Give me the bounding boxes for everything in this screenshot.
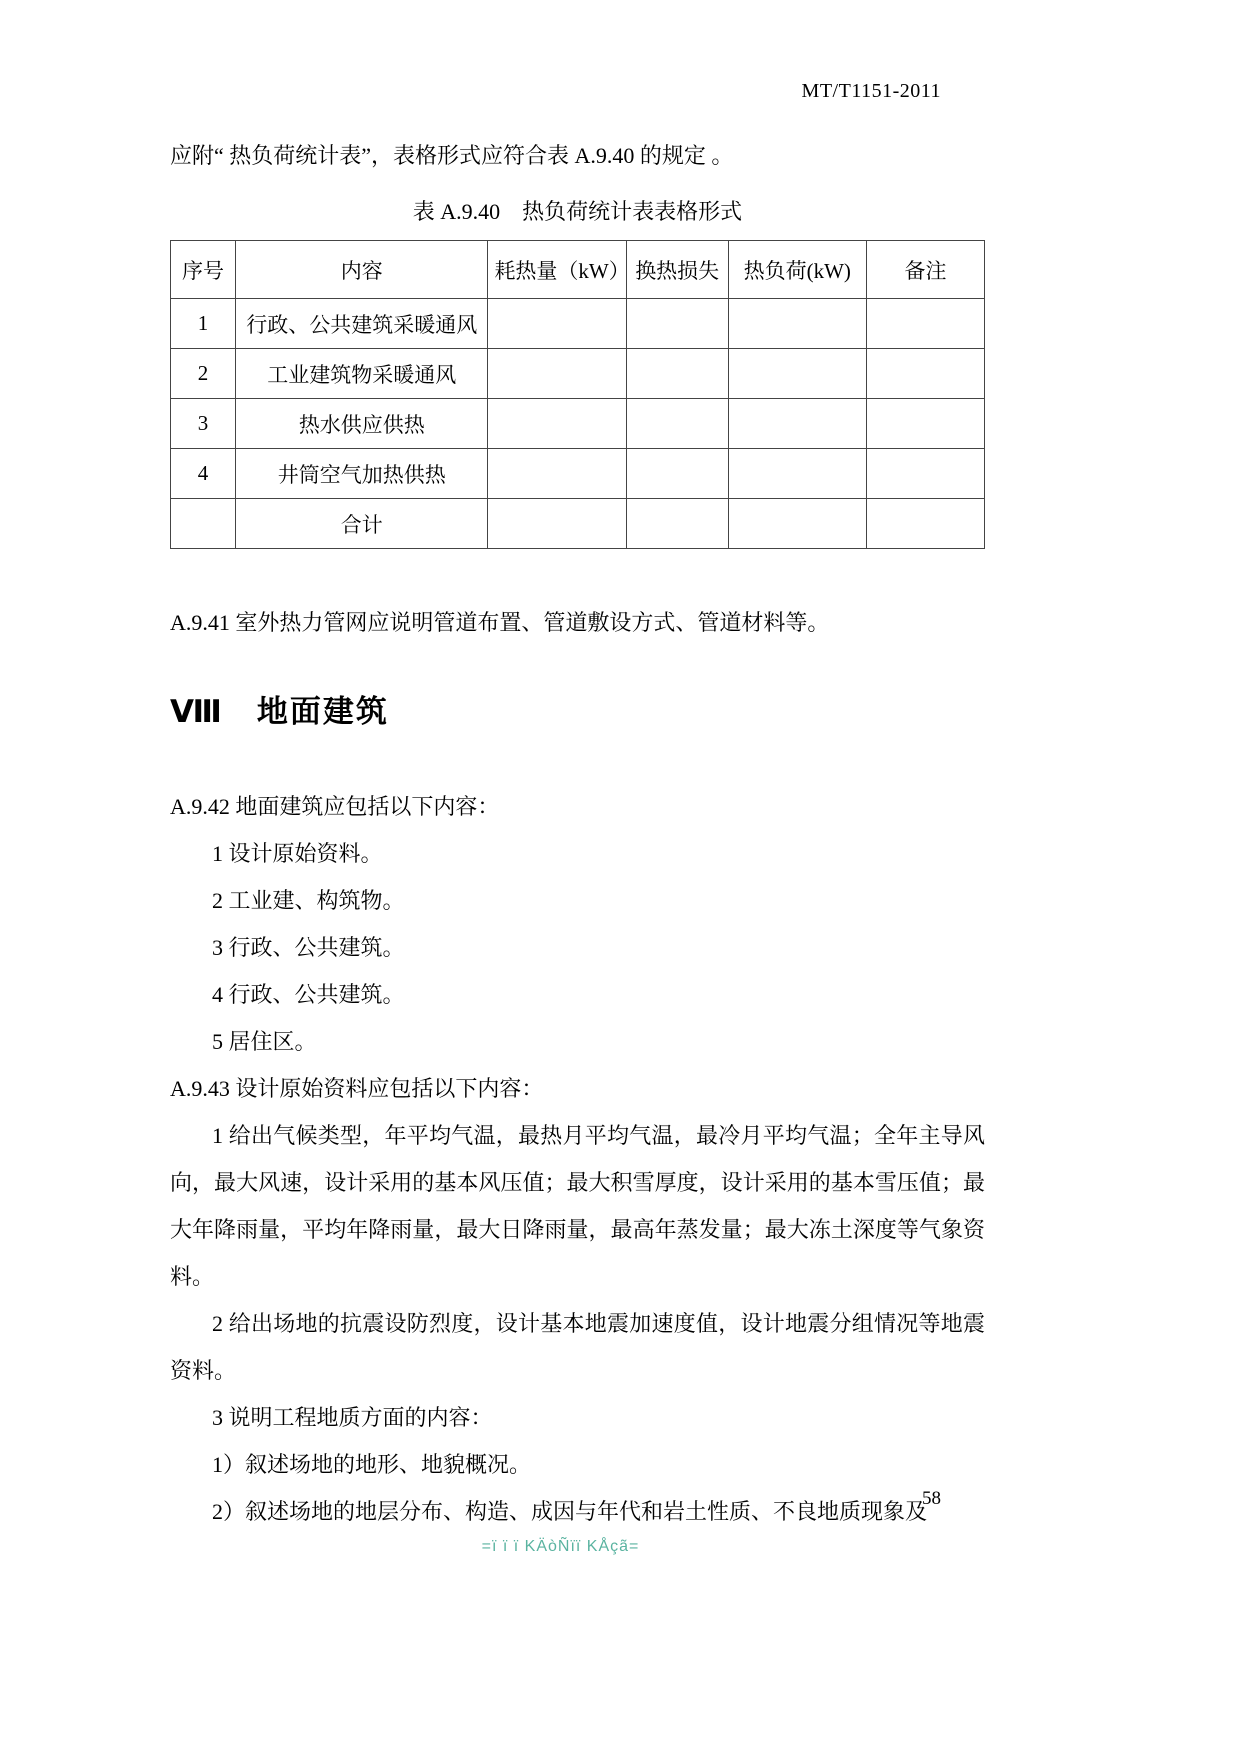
table-cell xyxy=(866,349,984,399)
table-row xyxy=(171,499,985,549)
table-cell xyxy=(626,349,728,399)
table-caption: 表 A.9.40 热负荷统计表表格形式 xyxy=(412,199,743,224)
table-cell xyxy=(728,349,866,399)
table-cell: 合计 xyxy=(236,499,488,549)
table-row xyxy=(171,349,985,399)
table-row xyxy=(171,399,985,449)
list-item: 4 行政、公共建筑。 xyxy=(212,982,405,1007)
table-cell xyxy=(626,399,728,449)
table-cell: 3 xyxy=(171,399,236,449)
table-cell xyxy=(171,499,236,549)
body-paragraph: 2 给出场地的抗震设防烈度，设计基本地震加速度值，设计地震分组情况等地震资料。 xyxy=(170,1311,985,1383)
table-cell xyxy=(728,449,866,499)
column-header: 换热损失 xyxy=(626,241,728,299)
table-cell xyxy=(488,399,626,449)
list-item: 2 工业建、构筑物。 xyxy=(212,888,405,913)
section-heading: Ⅷ 地面建筑 xyxy=(170,694,389,729)
table-cell xyxy=(866,299,984,349)
column-header: 热负荷(kW) xyxy=(728,241,866,299)
heat-load-table xyxy=(170,240,985,549)
watermark: =ï ï ï KÄòÑïï KÅçã= xyxy=(481,1538,640,1555)
table-row xyxy=(171,449,985,499)
document-header xyxy=(170,80,985,103)
table-cell: 热水供应供热 xyxy=(236,399,488,449)
table-header-row xyxy=(171,241,985,299)
table-cell: 工业建筑物采暖通风 xyxy=(236,349,488,399)
table-cell xyxy=(488,449,626,499)
column-header: 内容 xyxy=(236,241,488,299)
paragraph-a941: A.9.41 室外热力管网应说明管道布置、管道敷设方式、管道材料等。 xyxy=(170,610,830,635)
table-cell xyxy=(626,499,728,549)
table-cell xyxy=(488,349,626,399)
intro-paragraph: 应附“ 热负荷统计表”，表格形式应符合表 A.9.40 的规定 。 xyxy=(170,143,734,168)
table-cell xyxy=(728,299,866,349)
table-cell xyxy=(866,449,984,499)
table-cell xyxy=(866,499,984,549)
list-item: 5 居住区。 xyxy=(212,1029,317,1054)
list-item: 1 设计原始资料。 xyxy=(212,841,383,866)
paragraph-a942: A.9.42 地面建筑应包括以下内容： xyxy=(170,794,500,819)
table-cell xyxy=(626,449,728,499)
body-paragraph: 1）叙述场地的地形、地貌概况。 xyxy=(212,1452,532,1477)
table-cell xyxy=(626,299,728,349)
table-cell xyxy=(488,299,626,349)
table-cell: 行政、公共建筑采暖通风 xyxy=(236,299,488,349)
table-row xyxy=(171,299,985,349)
body-paragraph: 3 说明工程地质方面的内容： xyxy=(212,1405,493,1430)
list-item: 3 行政、公共建筑。 xyxy=(212,935,405,960)
doc-number: MT/T1151-2011 xyxy=(801,80,941,102)
table-cell: 2 xyxy=(171,349,236,399)
table-cell: 井筒空气加热供热 xyxy=(236,449,488,499)
column-header: 耗热量（kW） xyxy=(488,241,626,299)
page-number: 58 xyxy=(922,1488,941,1509)
table-cell: 4 xyxy=(171,449,236,499)
table-cell xyxy=(866,399,984,449)
table-cell xyxy=(488,499,626,549)
body-paragraph: 2）叙述场地的地层分布、构造、成因与年代和岩土性质、不良地质现象及 xyxy=(212,1499,928,1524)
paragraph-a943: A.9.43 设计原始资料应包括以下内容： xyxy=(170,1076,544,1101)
column-header: 序号 xyxy=(171,241,236,299)
table-cell xyxy=(728,499,866,549)
body-paragraph: 1 给出气候类型，年平均气温，最热月平均气温，最冷月平均气温；全年主导风向，最大风速，设计采用的基本风压值；最大积雪厚度，设计采用的基本雪压值；最大年降雨量，平均年降雨量，最大日降雨量，最高年蒸发量；最大冻土深度等气象资料。 xyxy=(170,1123,985,1289)
table-cell: 1 xyxy=(171,299,236,349)
table-cell xyxy=(728,399,866,449)
column-header: 备注 xyxy=(866,241,984,299)
